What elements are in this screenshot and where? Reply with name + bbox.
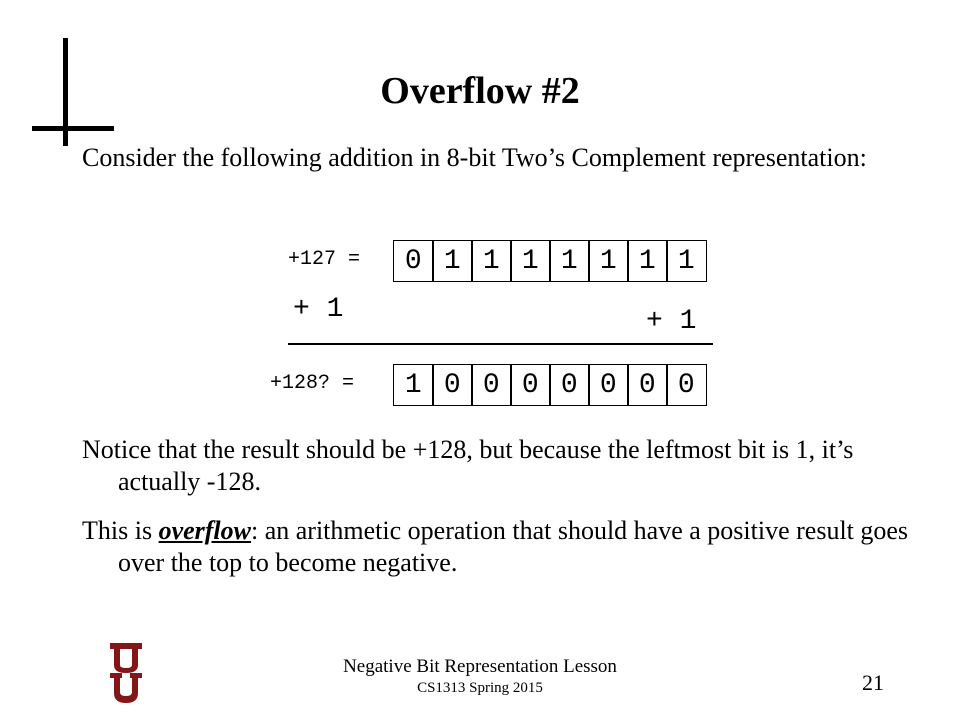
row2-label: +128? = <box>270 372 355 395</box>
plus-one-left: + 1 <box>293 294 344 325</box>
overflow-prefix: This is <box>82 516 159 545</box>
row1-label: +127 = <box>288 248 361 271</box>
row1-bit: 1 <box>510 240 551 282</box>
intro-paragraph: Consider the following addition in 8-bit Two’s Complement representation: <box>82 143 867 172</box>
notice-paragraph: Notice that the result should be +128, but because the leftmost bit is 1, it’s actually -128. <box>82 435 854 496</box>
ou-logo <box>104 643 148 708</box>
sum-line <box>288 343 713 345</box>
row2-bit: 0 <box>432 364 473 406</box>
row2-bit: 0 <box>471 364 512 406</box>
row1-bit: 1 <box>666 240 707 282</box>
row2-bit: 0 <box>549 364 590 406</box>
row1-bit: 1 <box>588 240 629 282</box>
plus-one-right: + 1 <box>646 306 697 337</box>
overflow-paragraph <box>82 515 938 579</box>
row1-bits <box>393 240 707 282</box>
row1-bit: 1 <box>627 240 668 282</box>
row1-bit: 1 <box>432 240 473 282</box>
corner-accent-horizontal <box>32 126 114 131</box>
row2-bit: 0 <box>627 364 668 406</box>
row2-bit: 0 <box>666 364 707 406</box>
row2-bit: 1 <box>393 364 434 406</box>
row1-bit: 1 <box>549 240 590 282</box>
row1-bit: 1 <box>471 240 512 282</box>
row2-bit: 0 <box>510 364 551 406</box>
overflow-term: overflow <box>158 516 251 545</box>
row2-bits <box>393 364 707 406</box>
page-number: 21 <box>862 670 884 695</box>
row1-bit: 0 <box>393 240 434 282</box>
overflow-rest: : an arithmetic operation that should have a positive result goes over the top to become negative. <box>118 516 909 577</box>
footer-lesson: Negative Bit Representation Lesson <box>343 656 617 677</box>
slide-title: Overflow #2 <box>380 70 580 112</box>
footer-course: CS1313 Spring 2015 <box>417 680 543 696</box>
row2-bit: 0 <box>588 364 629 406</box>
